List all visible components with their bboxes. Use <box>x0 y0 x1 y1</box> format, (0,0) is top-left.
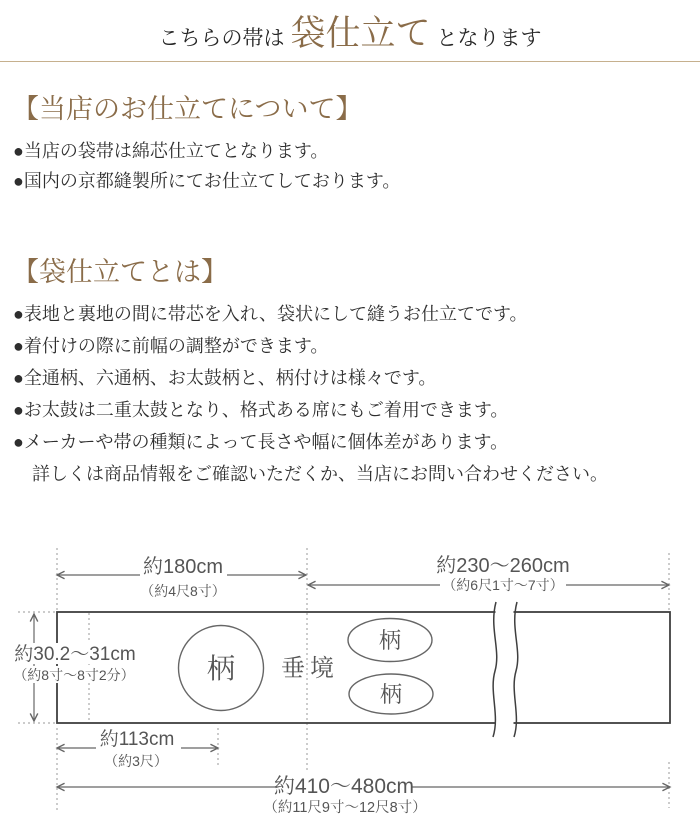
pattern-label-upper: 柄 <box>378 628 402 653</box>
separator-line <box>0 61 700 62</box>
list-item: ●全通柄、六通柄、お太鼓柄と、柄付けは様々です。 <box>13 368 437 388</box>
list-item: ●着付けの際に前幅の調整ができます。 <box>13 336 329 356</box>
fukuro-jitate-list <box>13 298 608 490</box>
label-230-260cm-shaku: （約6尺1寸〜7寸） <box>442 577 564 593</box>
label-total-shaku: （約11尺9寸〜12尺8寸） <box>263 800 427 816</box>
label-180cm: 約180cm <box>142 556 224 578</box>
label-total-cm: 約410〜480cm <box>273 775 415 798</box>
list-item: ●表地と裏地の間に帯芯を入れ、袋状にして縫うお仕立てです。 <box>13 304 528 324</box>
list-item: ●お太鼓は二重太鼓となり、格式ある席にもご着用できます。 <box>13 400 509 420</box>
list-item: ●当店の袋帯は綿芯仕立てとなります。 <box>13 141 329 161</box>
list-item: ●国内の京都縫製所にてお仕立てしております。 <box>13 171 401 191</box>
boundary-label: 垂境 <box>281 655 339 682</box>
label-width-shaku: （約8寸〜8寸2分） <box>13 667 135 683</box>
label-113cm-shaku: （約3尺） <box>104 753 168 769</box>
title-prefix: こちらの帯は <box>158 26 285 50</box>
label-width-cm: 約30.2〜31cm <box>14 644 136 665</box>
list-note: 詳しくは商品情報をご確認いただくか、当店にお問い合わせください。 <box>32 464 608 484</box>
title-suffix: となります <box>436 26 542 50</box>
pattern-label-circle: 柄 <box>206 653 236 684</box>
label-113cm: 約113cm <box>99 729 175 750</box>
break-wave-right <box>514 602 518 737</box>
pattern-label-lower: 柄 <box>379 682 403 707</box>
section-heading-shop-tailoring: 【当店のお仕立てについて】 <box>12 94 363 124</box>
title-highlight: 袋仕立て <box>290 14 431 53</box>
page-title <box>0 8 700 62</box>
shop-tailoring-list <box>13 136 400 196</box>
break-mask <box>496 609 514 726</box>
section-heading-fukuro-jitate: 【袋仕立てとは】 <box>12 257 228 287</box>
obi-measurement-diagram <box>0 540 700 840</box>
label-180cm-shaku: （約4尺8寸） <box>140 583 226 599</box>
list-item: ●メーカーや帯の種類によって長さや幅に個体差があります。 <box>13 432 509 452</box>
label-230-260cm: 約230〜260cm <box>436 555 570 577</box>
